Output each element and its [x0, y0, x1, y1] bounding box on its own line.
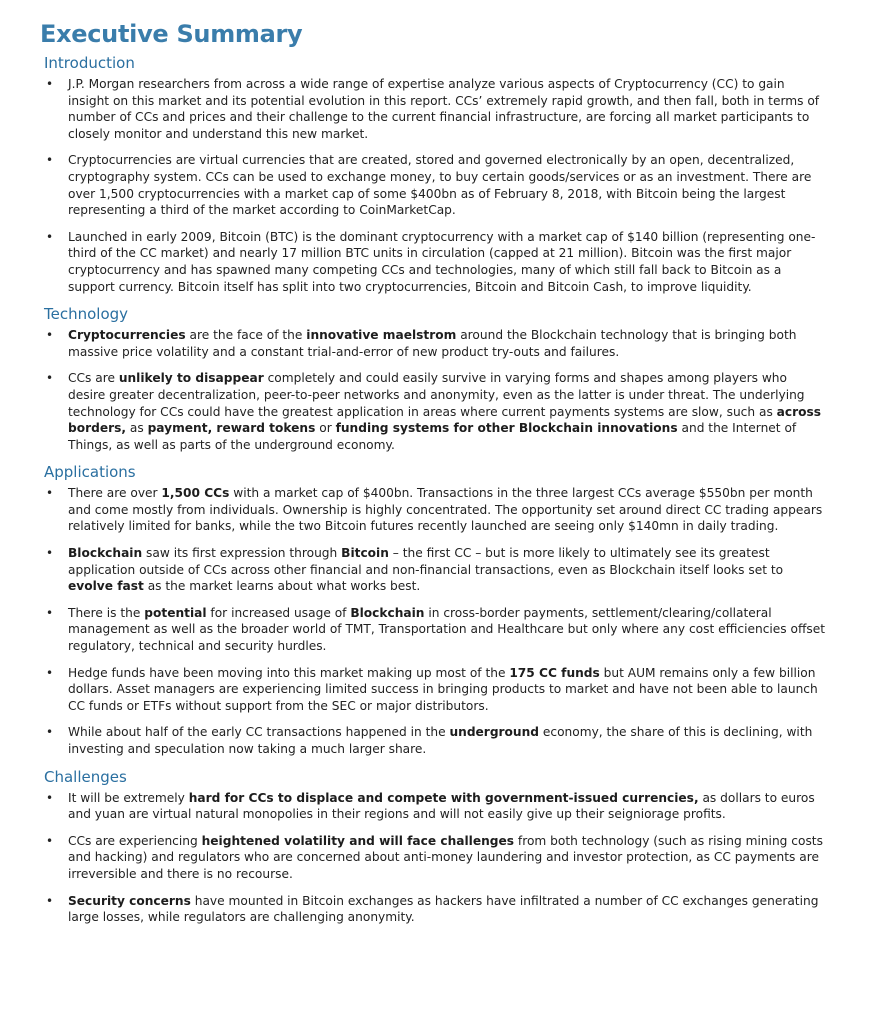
bullet-dot-icon: • — [46, 77, 54, 91]
text-run: with a market cap of $400bn. Transactions in the three largest CCs average $550bn per month and come mostly from individuals. Ownership is highly concentrated. The opportunity set around direct CC trading appears relatively limited for banks, while the two Bitcoin futures recently launched are seeing only $140mn in daily trading. — [68, 486, 823, 534]
sections-container — [44, 54, 825, 926]
bullet-dot-icon: • — [46, 790, 54, 805]
section-heading-applications: Applications — [44, 463, 136, 482]
bullet-dot-icon: • — [46, 229, 54, 244]
text-run: CCs are experiencing — [68, 833, 202, 848]
text-run: While about half of the early CC transactions happened in the — [68, 725, 450, 740]
text-run: as — [126, 421, 148, 436]
text-run: Cryptocurrencies are virtual currencies that are created, stored and governed electronically by an open, decentralized, cryptography system. CCs can be used to exchange money, to buy certain goods/services or as an investment. There are over 1,500 cryptocurrencies with a market cap of some $400bn as of February 8, 2018, with Bitcoin being the largest representing a third of the market according to CoinMarketCap. — [68, 153, 812, 218]
text-run: in cross-border payments, settlement/clearing/collateral management as well as the broader world of TMT, Transportation and Healthcare but only where any cost efficiencies offset regulatory, technical and security hurdles. — [68, 605, 825, 654]
bold-text: payment, reward tokens — [147, 421, 316, 436]
bullet-item — [44, 605, 825, 655]
bullet-dot-icon: • — [46, 371, 54, 386]
text-run: completely and could easily survive in varying forms and shapes among players who desire greater decentralization, peer-to-peer networks and anonymity, even as the latter is under threat. The underlying technology for CCs could have the greatest application in areas where current payments systems are slow, such as — [68, 371, 805, 419]
bullet-list — [44, 327, 825, 453]
bold-text: heightened volatility and will face challenges — [201, 833, 515, 848]
bullet-dot-icon: • — [46, 665, 54, 680]
bullet-item — [44, 152, 825, 218]
text-run: and the Internet of Things, as well as parts of the underground economy. — [68, 421, 797, 452]
bold-text: potential — [144, 605, 207, 620]
text-run: saw its first expression through — [142, 546, 342, 561]
text-run: as the market learns about what works best. — [143, 579, 421, 594]
bullet-list — [44, 790, 825, 926]
bullet-list — [44, 485, 825, 757]
bold-text: 175 CC funds — [509, 665, 600, 680]
bold-text: Bitcoin — [341, 546, 389, 561]
bullet-item — [44, 327, 825, 360]
bullet-item — [44, 370, 825, 453]
bold-text: unlikely to disappear — [118, 371, 264, 386]
text-run: around the Blockchain technology that is bringing both massive price volatility and a constant trial-and-error of new product try-outs and failures. — [68, 328, 797, 359]
text-run: as dollars to euros and yuan are virtual natural monopolies in their regions and will not easily give up their seigniorage profits. — [68, 790, 815, 822]
text-run: from both technology (such as rising mining costs and hacking) and regulators who are concerned about anti-money laundering and investor protection, as CC payments are irreversible and there is no recourse. — [68, 833, 823, 881]
text-run: It will be extremely — [68, 790, 189, 805]
bold-text: innovative maelstrom — [306, 328, 457, 343]
text-run: There is the — [68, 605, 145, 620]
bullet-dot-icon: • — [46, 328, 54, 343]
section-heading-challenges: Challenges — [44, 767, 127, 786]
bullet-item — [44, 76, 825, 142]
bold-text: underground — [449, 725, 540, 740]
text-run: but AUM remains only a few billion dollars. Asset managers are experiencing limited success in bringing products to market and have not been able to launch CC funds or ETFs without support from the SEC or major distributors. — [68, 665, 818, 713]
text-run: Launched in early 2009, Bitcoin (BTC) is the dominant cryptocurrency with a market cap of $140 billion (representing one-third of the CC market) and nearly 17 million BTC units in circulation (capped at 21 million). Bitcoin was the first major cryptocurrency and has spawned many competing CCs and technologies, many of which still fall back to Bitcoin as a support currency. Bitcoin itself has split into two cryptocurrencies, Bitcoin and Bitcoin Cash, to improve liquidity. — [68, 229, 816, 294]
bold-text: Cryptocurrencies — [68, 328, 186, 343]
bold-text: 1,500 CCs — [161, 486, 230, 501]
bullet-dot-icon: • — [46, 546, 54, 561]
text-run: or — [315, 421, 336, 436]
bullet-item — [44, 833, 825, 883]
text-run: Hedge funds have been moving into this market making up most of the — [68, 665, 510, 680]
bullet-item — [44, 724, 825, 757]
section-heading-technology: Technology — [44, 305, 129, 324]
page-title: Executive Summary — [40, 20, 303, 48]
bullet-item — [44, 790, 825, 823]
bold-text: funding systems for other Blockchain innovations — [335, 421, 678, 436]
bullet-item — [44, 545, 825, 595]
bullet-dot-icon: • — [46, 893, 54, 908]
bold-text: across borders, — [68, 404, 822, 436]
bullet-dot-icon: • — [46, 833, 54, 848]
bullet-item — [44, 893, 825, 926]
bullet-dot-icon: • — [46, 605, 54, 620]
text-run: for increased usage of — [206, 605, 351, 620]
section-heading-introduction: Introduction — [44, 54, 135, 72]
bullet-dot-icon: • — [46, 725, 54, 740]
text-run: J.P. Morgan researchers from across a wide range of expertise analyze various aspects of Cryptocurrency (CC) to gain insight on this market and its potential evolution in this report. CCs’ extremely rapid growth, and then fall, both in terms of number of CCs and prices and their challenge to the current financial infrastructure, are forcing all market participants to closely monitor and understand this new market. — [68, 77, 820, 141]
bullet-item — [44, 229, 825, 295]
bold-text: Blockchain — [68, 546, 143, 561]
bullet-list — [44, 76, 825, 295]
text-run: – the first CC – but is more likely to ultimately see its greatest application outside of CCs across other financial and non-financial transactions, even as Blockchain itself looks set to — [68, 546, 784, 577]
bold-text: Blockchain — [350, 605, 425, 620]
bold-text: evolve fast — [68, 579, 144, 594]
bullet-dot-icon: • — [46, 486, 54, 501]
text-run: have mounted in Bitcoin exchanges as hackers have infiltrated a number of CC exchanges generating large losses, while regulators are challenging anonymity. — [68, 893, 819, 925]
text-run: are the face of the — [185, 328, 307, 343]
text-run: There are over — [68, 486, 162, 501]
bullet-item — [44, 485, 825, 535]
bullet-item — [44, 665, 825, 715]
bold-text: hard for CCs to displace and compete with government-issued currencies, — [188, 790, 699, 805]
bullet-dot-icon: • — [46, 153, 54, 168]
text-run: CCs are — [68, 371, 119, 386]
text-run: economy, the share of this is declining, with investing and speculation now taking a much larger share. — [68, 725, 813, 756]
bold-text: Security concerns — [68, 893, 191, 908]
